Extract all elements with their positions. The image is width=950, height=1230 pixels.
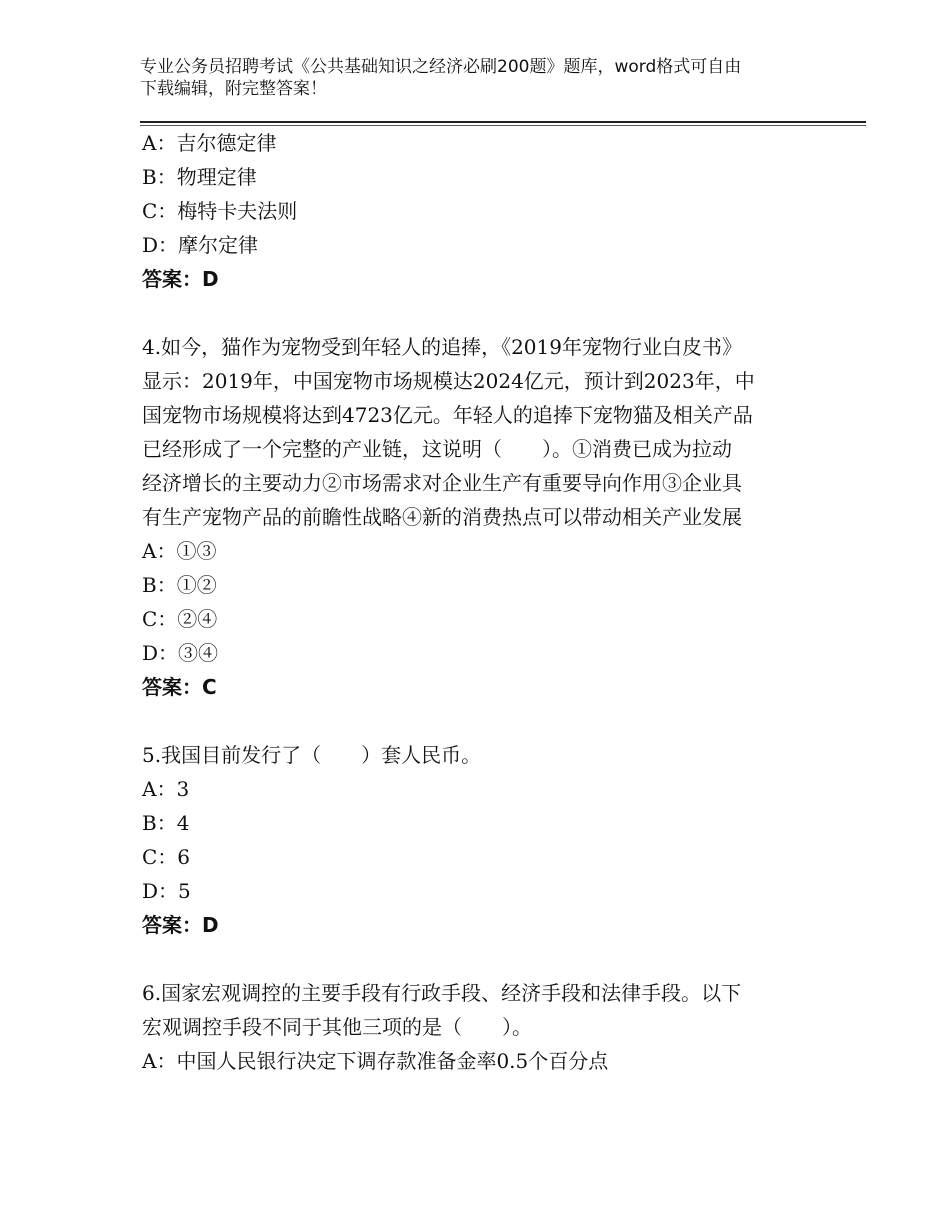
stem-line: 6.国家宏观调控的主要手段有行政手段、经济手段和法律手段。以下 (142, 981, 742, 1005)
option-a: A：①③ (142, 539, 217, 563)
stem-line: 已经形成了一个完整的产业链，这说明（ ）。①消费已成为拉动 (142, 437, 732, 461)
option-b: B：物理定律 (142, 165, 257, 189)
answer: 答案：D (142, 913, 219, 937)
question-stem (142, 976, 842, 1044)
stem-line: 显示：2019年，中国宠物市场规模达2024亿元，预计到2023年，中 (142, 369, 755, 393)
header-line-1: 专业公务员招聘考试《公共基础知识之经济必刷200题》题库，word格式可自由 (140, 57, 742, 77)
spacer (142, 296, 842, 330)
option-c: C：梅特卡夫法则 (142, 199, 298, 223)
option-b: B：4 (142, 811, 190, 835)
spacer (142, 704, 842, 738)
option-d: D：③④ (142, 641, 219, 665)
question-4 (142, 330, 842, 704)
answer: 答案：D (142, 267, 219, 291)
spacer (142, 942, 842, 976)
question-3 (142, 126, 842, 296)
stem-line: 宏观调控手段不同于其他三项的是（ ）。 (142, 1015, 532, 1039)
stem-line: 有生产宠物产品的前瞻性战略④新的消费热点可以带动相关产业发展 (142, 505, 742, 529)
option-a: A：3 (142, 777, 190, 801)
option-c: C：②④ (142, 607, 218, 631)
question-content (142, 126, 842, 1078)
stem-line: 5.我国目前发行了（ ）套人民币。 (142, 743, 482, 767)
question-stem (142, 738, 842, 772)
header-rule-thick (140, 121, 866, 123)
page-header (140, 56, 820, 100)
question-6 (142, 976, 842, 1078)
stem-line: 经济增长的主要动力②市场需求对企业生产有重要导向作用③企业具 (142, 471, 742, 495)
header-line-2: 下载编辑，附完整答案！ (140, 79, 327, 99)
question-5 (142, 738, 842, 942)
option-b: B：①② (142, 573, 217, 597)
question-stem (142, 330, 842, 534)
option-a: A：中国人民银行决定下调存款准备金率0.5个百分点 (142, 1049, 609, 1073)
option-a: A：吉尔德定律 (142, 131, 277, 155)
stem-line: 4.如今，猫作为宠物受到年轻人的追捧，《2019年宠物行业白皮书》 (142, 335, 742, 359)
option-c: C：6 (142, 845, 191, 869)
stem-line: 国宠物市场规模将达到4723亿元。年轻人的追捧下宠物猫及相关产品 (142, 403, 753, 427)
option-d: D：摩尔定律 (142, 233, 259, 257)
option-d: D：5 (142, 879, 191, 903)
answer: 答案：C (142, 675, 217, 699)
